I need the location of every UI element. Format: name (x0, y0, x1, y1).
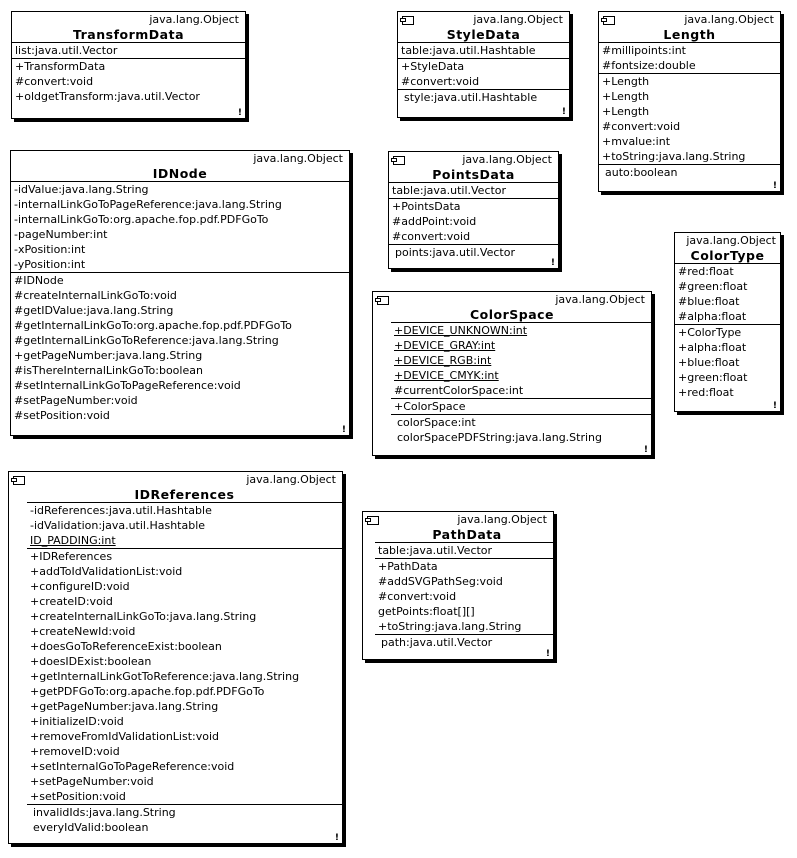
method: #createInternalLinkGoTo:void (14, 289, 177, 302)
class-styledata[interactable] (397, 11, 570, 118)
method: +Length (602, 75, 650, 88)
method: +alpha:float (678, 341, 747, 354)
method: #setInternalLinkGoToPageReference:void (14, 379, 241, 392)
method: #getInternalLinkGoToReference:java.lang.String (14, 334, 279, 347)
attributes-section (391, 322, 651, 398)
attribute: -internalLinkGoTo:org.apache.fop.pdf.PDFGoTo (14, 213, 269, 226)
resize-marker: ! (550, 258, 555, 268)
attribute: -internalLinkGoToPageReference:java.lang.String (14, 198, 282, 211)
method: +Length (602, 90, 650, 103)
method: +StyleData (401, 60, 465, 73)
attribute: +DEVICE_CMYK:int (394, 369, 499, 382)
attribute: #currentColorSpace:int (394, 384, 524, 397)
class-name: Length (663, 27, 716, 42)
attribute: -pageNumber:int (14, 228, 108, 241)
attribute: -idReferences:java.util.Hashtable (30, 504, 212, 517)
method: +oldgetTransform:java.util.Vector (15, 90, 200, 103)
resize-marker: ! (772, 401, 777, 411)
class-colortype[interactable] (674, 232, 781, 412)
method: #convert:void (15, 75, 94, 88)
method: +toString:java.lang.String (602, 150, 746, 163)
superclass-label: java.lang.Object (246, 473, 336, 486)
method: #addSVGPathSeg:void (378, 575, 503, 588)
superclass-label: java.lang.Object (473, 13, 563, 26)
resize-marker: ! (545, 649, 550, 659)
class-name: IDReferences (134, 487, 235, 502)
attribute: #red:float (678, 265, 734, 278)
property: colorSpacePDFString:java.lang.String (397, 431, 602, 444)
attribute: table:java.util.Hashtable (401, 44, 536, 57)
methods-section (375, 558, 553, 634)
methods-section (391, 398, 651, 414)
class-pointsdata[interactable] (388, 151, 559, 269)
attribute: -idValidation:java.util.Hashtable (30, 519, 206, 532)
methods-section (12, 58, 245, 104)
attributes-section (389, 182, 558, 198)
class-name: ColorSpace (469, 307, 555, 322)
method: +toString:java.lang.String (378, 620, 522, 633)
class-length[interactable] (598, 11, 781, 192)
attributes-section (12, 42, 245, 58)
resize-marker: ! (334, 833, 339, 843)
method: #convert:void (378, 590, 457, 603)
attribute: #alpha:float (678, 310, 747, 323)
class-name: PathData (432, 527, 502, 542)
method: +getPageNumber:java.lang.String (30, 700, 219, 713)
method: #convert:void (602, 120, 681, 133)
method: +doesIDExist:boolean (30, 655, 152, 668)
superclass-label: java.lang.Object (462, 153, 552, 166)
method: #convert:void (401, 75, 480, 88)
attribute: +DEVICE_UNKNOWN:int (394, 324, 528, 337)
method: +PathData (378, 560, 438, 573)
resize-marker: ! (643, 445, 648, 455)
properties-section (391, 414, 651, 445)
class-idnode[interactable] (10, 150, 350, 436)
resize-marker: ! (341, 425, 346, 435)
method: +red:float (678, 386, 734, 399)
resize-marker: ! (237, 108, 242, 118)
method: +configureID:void (30, 580, 130, 593)
method: +blue:float (678, 356, 740, 369)
method: +TransformData (15, 60, 106, 73)
method: getPoints:float[][] (378, 605, 475, 618)
method: +addToIdValidationList:void (30, 565, 183, 578)
method: +ColorSpace (394, 400, 466, 413)
attribute: +DEVICE_GRAY:int (394, 339, 496, 352)
attribute: #millipoints:int (602, 44, 686, 57)
method: +doesGoToReferenceExist:boolean (30, 640, 222, 653)
class-name: PointsData (432, 167, 515, 182)
attribute: -xPosition:int (14, 243, 86, 256)
attribute: ID_PADDING:int (30, 534, 116, 547)
attributes-section (599, 42, 780, 73)
superclass-label: java.lang.Object (253, 152, 343, 165)
method: +PointsData (392, 200, 461, 213)
resize-marker: ! (561, 107, 566, 117)
class-transformdata[interactable] (11, 11, 246, 119)
attributes-section (675, 263, 780, 324)
methods-section (27, 548, 342, 804)
method: +IDReferences (30, 550, 113, 563)
attribute: table:java.util.Vector (378, 544, 493, 557)
method: +setInternalGoToPageReference:void (30, 760, 235, 773)
method: #getInternalLinkGoTo:org.apache.fop.pdf.PDFGoTo (14, 319, 292, 332)
method: +setPageNumber:void (30, 775, 154, 788)
method: +getInternalLinkGotToReference:java.lang.String (30, 670, 300, 683)
method: +createID:void (30, 595, 113, 608)
class-name: ColorType (690, 248, 765, 263)
methods-section (11, 272, 349, 423)
method: #addPoint:void (392, 215, 477, 228)
class-idreferences[interactable] (8, 471, 343, 844)
methods-section (389, 198, 558, 244)
class-name: TransformData (72, 27, 185, 42)
class-colorspace[interactable] (372, 291, 652, 456)
class-pathdata[interactable] (362, 511, 554, 660)
method: +Length (602, 105, 650, 118)
property: everyIdValid:boolean (33, 821, 149, 834)
property: points:java.util.Vector (395, 246, 515, 259)
method: #getIDValue:java.lang.String (14, 304, 174, 317)
attributes-section (27, 502, 342, 548)
properties-section (599, 164, 780, 180)
method: +green:float (678, 371, 748, 384)
attribute: #blue:float (678, 295, 740, 308)
attribute: #fontsize:double (602, 59, 696, 72)
property: auto:boolean (605, 166, 678, 179)
method: +getPDFGoTo:org.apache.fop.pdf.PDFGoTo (30, 685, 265, 698)
superclass-label: java.lang.Object (686, 234, 776, 247)
property: style:java.util.Hashtable (404, 91, 538, 104)
properties-section (375, 634, 553, 650)
attribute: list:java.util.Vector (15, 44, 118, 57)
properties-section (398, 89, 569, 105)
superclass-label: java.lang.Object (555, 293, 645, 306)
attributes-section (11, 181, 349, 272)
attribute: #green:float (678, 280, 748, 293)
superclass-label: java.lang.Object (149, 13, 239, 26)
method: #convert:void (392, 230, 471, 243)
attributes-section (375, 542, 553, 558)
method: #isThereInternalLinkGoTo:boolean (14, 364, 203, 377)
superclass-label: java.lang.Object (684, 13, 774, 26)
method: +mvalue:int (602, 135, 671, 148)
method: +removeFromIdValidationList:void (30, 730, 219, 743)
methods-section (398, 58, 569, 89)
method: +initializeID:void (30, 715, 124, 728)
attribute: +DEVICE_RGB:int (394, 354, 492, 367)
property: path:java.util.Vector (381, 636, 493, 649)
method: +ColorType (678, 326, 742, 339)
property: colorSpace:int (397, 416, 476, 429)
attributes-section (398, 42, 569, 58)
property: invalidIds:java.lang.String (33, 806, 176, 819)
class-name: IDNode (152, 166, 208, 181)
attribute: table:java.util.Vector (392, 184, 507, 197)
method: +getPageNumber:java.lang.String (14, 349, 203, 362)
method: +removeID:void (30, 745, 120, 758)
methods-section (675, 324, 780, 400)
method: #setPosition:void (14, 409, 110, 422)
properties-section (27, 804, 342, 835)
methods-section (599, 73, 780, 164)
method: #setPageNumber:void (14, 394, 138, 407)
method: +setPosition:void (30, 790, 126, 803)
method: #IDNode (14, 274, 64, 287)
method: +createNewId:void (30, 625, 136, 638)
resize-marker: ! (772, 181, 777, 191)
class-name: StyleData (446, 27, 521, 42)
attribute: -yPosition:int (14, 258, 86, 271)
method: +createInternalLinkGoTo:java.lang.String (30, 610, 257, 623)
superclass-label: java.lang.Object (457, 513, 547, 526)
attribute: -idValue:java.lang.String (14, 183, 149, 196)
properties-section (389, 244, 558, 260)
